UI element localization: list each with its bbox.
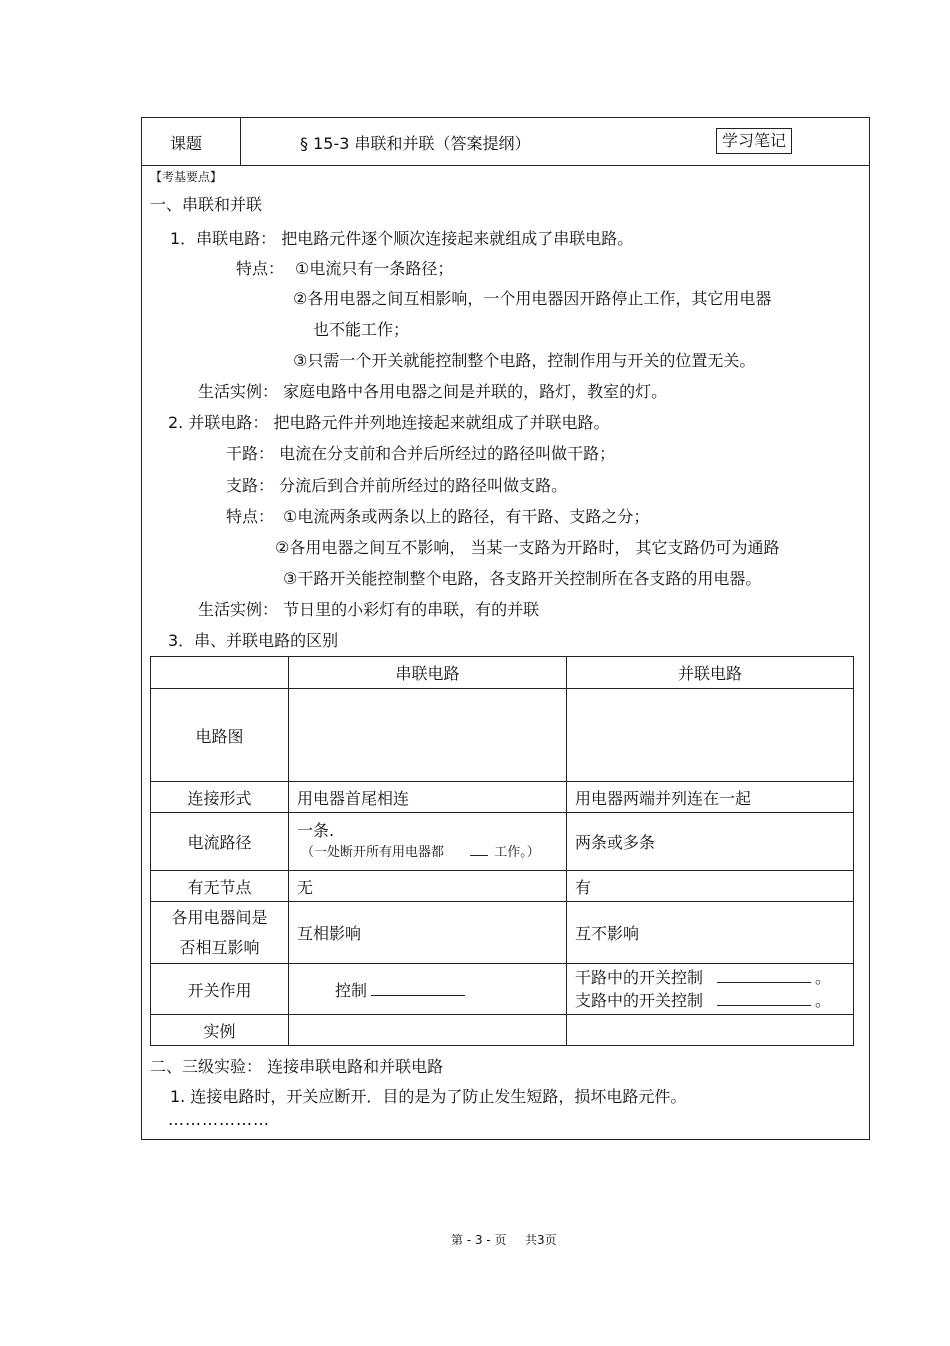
series-path-note <box>301 841 558 863</box>
series-feature-2b: 也不能工作； <box>313 320 410 339</box>
series-feature-1: ①电流只有一条路径； <box>295 259 454 278</box>
parallel-path: 两条或多条 <box>567 813 854 871</box>
parallel-example-cell <box>567 1015 854 1046</box>
series-definition: 1．串联电路： 把电路元件逐个顺次连接起来就组成了串联电路。 <box>170 229 634 248</box>
branch-blank <box>717 991 811 1006</box>
parallel-switch-cell <box>567 964 854 1015</box>
series-switch: 控制 <box>335 980 368 1000</box>
series-feature-label: 特点： <box>236 259 285 278</box>
table-row-switch <box>151 964 854 1015</box>
parallel-switch-trunk-text: 干路中的开关控制 <box>575 968 704 987</box>
parallel-node: 有 <box>567 871 854 902</box>
series-node: 无 <box>289 871 567 902</box>
row-label-diagram: 电路图 <box>151 689 289 782</box>
branch-period: 。 <box>815 991 832 1010</box>
parallel-affect: 互不影响 <box>567 902 854 964</box>
compare-heading: 3．串、并联电路的区别 <box>168 631 339 650</box>
series-switch-cell <box>289 964 567 1015</box>
parallel-feature-3: ③干路开关能控制整个电路，各支路开关控制所在各支路的用电器。 <box>283 569 762 588</box>
comparison-table <box>150 656 854 1046</box>
table-header-row <box>151 657 854 689</box>
page-number: 第 - 3 - 页 <box>451 1233 507 1247</box>
col-header-series: 串联电路 <box>289 657 567 689</box>
row-label-affect <box>151 902 289 964</box>
series-path-cell <box>289 813 567 871</box>
series-example: 生活实例： 家庭电路中各用电器之间是并联的，路灯，教室的灯。 <box>198 382 668 401</box>
table-row-node <box>151 871 854 902</box>
parallel-example: 生活实例： 节日里的小彩灯有的串联，有的并联 <box>198 600 540 619</box>
series-path-note-a: （一处断开所有用电器都 <box>301 844 445 860</box>
series-path: 一条. <box>297 820 335 840</box>
parallel-switch-branch-text: 支路中的开关控制 <box>575 991 704 1010</box>
row-label-connection: 连接形式 <box>151 782 289 813</box>
col-header-parallel: 并联电路 <box>567 657 854 689</box>
section-tag: 【考基要点】 <box>150 170 223 184</box>
page-total: 共3页 <box>525 1233 557 1247</box>
series-affect: 互相影响 <box>289 902 567 964</box>
parallel-feature-2: ②各用电器之间互不影响， 当某一支路为开路时， 其它支路仍可为通路 <box>275 538 780 557</box>
header-label: 课题 <box>170 134 203 153</box>
series-path-note-b: 工作。） <box>494 844 540 860</box>
experiment-item-1: 1. 连接电路时，开关应断开．目的是为了防止发生短路，损坏电路元件。 <box>170 1087 687 1106</box>
parallel-switch-branch <box>575 989 845 1012</box>
parallel-switch-trunk <box>575 966 845 989</box>
table-row-diagram <box>151 689 854 782</box>
header-divider <box>240 117 241 165</box>
trunk-definition: 干路： 电流在分支前和合并后所经过的路径叫做干路； <box>226 444 616 463</box>
parallel-feature-1: ①电流两条或两条以上的路径，有干路、支路之分； <box>283 507 650 526</box>
table-row-path <box>151 813 854 871</box>
series-feature-2: ②各用电器之间互相影响，一个用电器因开路停止工作，其它用电器 <box>293 289 772 308</box>
notes-box: 学习笔记 <box>716 128 792 154</box>
parallel-feature-label: 特点： <box>226 507 275 526</box>
series-connection: 用电器首尾相连 <box>289 782 567 813</box>
parallel-diagram-cell <box>567 689 854 782</box>
path-blank <box>470 841 488 856</box>
series-example-cell <box>289 1015 567 1046</box>
row-label-node: 有无节点 <box>151 871 289 902</box>
trunk-period: 。 <box>815 968 832 987</box>
row-label-path: 电流路径 <box>151 813 289 871</box>
series-switch-blank <box>371 981 465 996</box>
series-feature-3: ③只需一个开关就能控制整个电路，控制作用与开关的位置无关。 <box>293 351 756 370</box>
header-bottom-line <box>141 165 870 166</box>
section-heading: 一、串联和并联 <box>150 195 263 214</box>
parallel-connection: 用电器两端并列连在一起 <box>567 782 854 813</box>
table-row-affect <box>151 902 854 964</box>
lesson-title: § 15-3 串联和并联（答案提纲） <box>300 134 531 153</box>
section2-heading: 二、三级实验： 连接串联电路和并联电路 <box>150 1057 444 1076</box>
row-label-example: 实例 <box>151 1015 289 1046</box>
table-corner-cell <box>151 657 289 689</box>
trunk-blank <box>717 968 811 983</box>
branch-definition: 支路： 分流后到合并前所经过的路径叫做支路。 <box>226 476 568 495</box>
row-label-affect-b: 否相互影响 <box>179 937 260 957</box>
ellipsis: ……………… <box>168 1110 270 1129</box>
table-row-example <box>151 1015 854 1046</box>
table-row-connection <box>151 782 854 813</box>
row-label-switch: 开关作用 <box>151 964 289 1015</box>
series-diagram-cell <box>289 689 567 782</box>
row-label-affect-a: 各用电器间是 <box>171 907 268 927</box>
parallel-definition: 2. 并联电路： 把电路元件并列地连接起来就组成了并联电路。 <box>168 413 610 432</box>
